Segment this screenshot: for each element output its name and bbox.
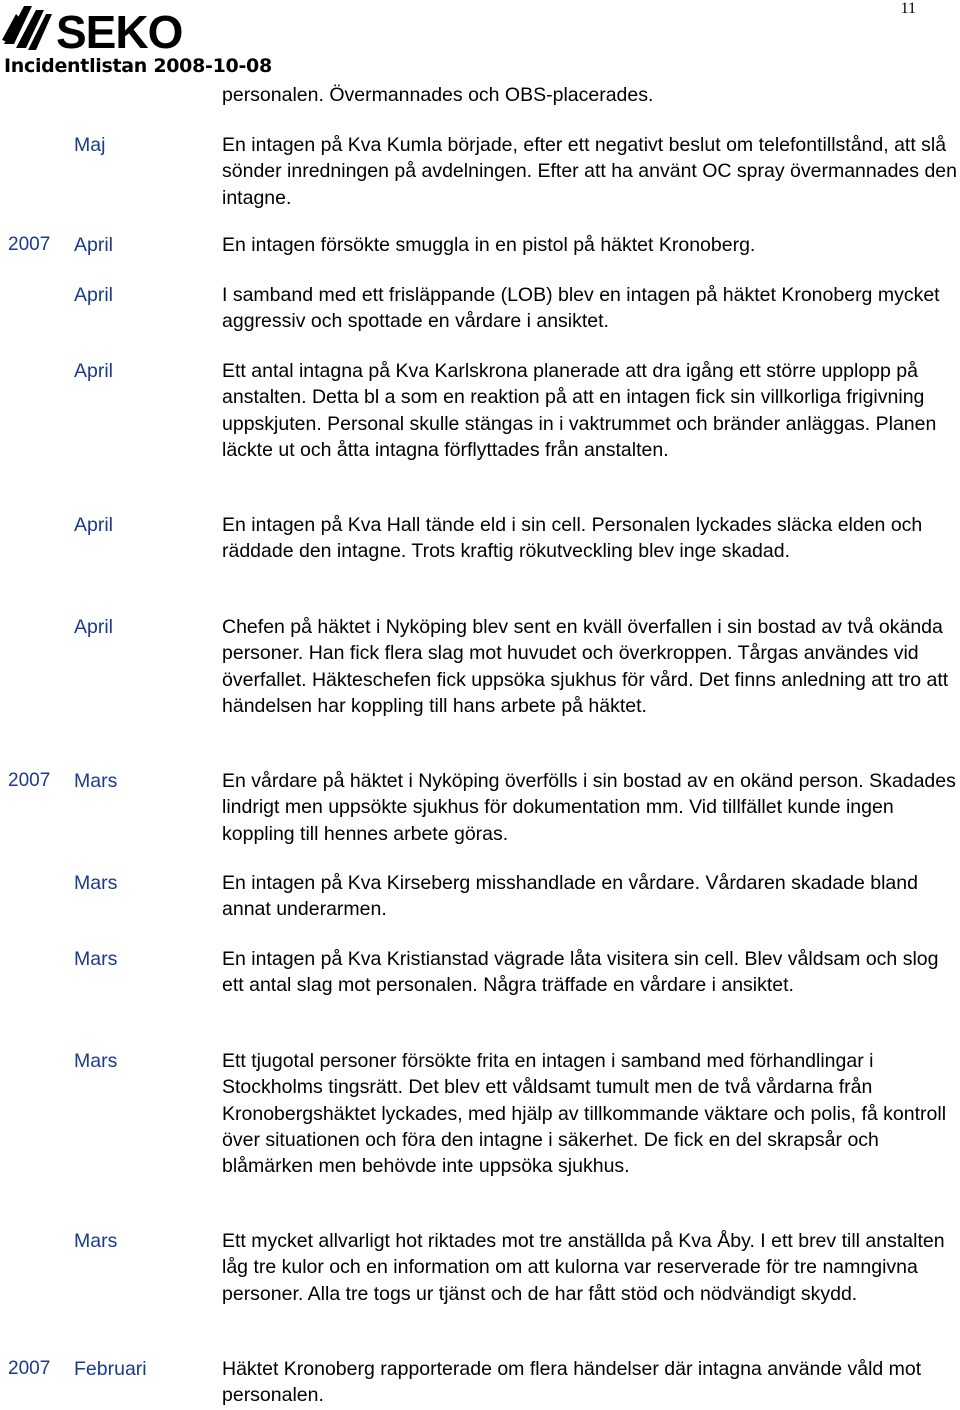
entry-month: Mars xyxy=(74,1230,118,1252)
incident-entry xyxy=(0,1356,960,1410)
entry-text: personalen. Övermannades och OBS-placerades. xyxy=(222,84,654,106)
document-subtitle: Incidentlistan 2008-10-08 xyxy=(4,55,272,77)
incident-entry xyxy=(0,82,960,132)
incident-entry xyxy=(0,358,960,512)
entry-text: I samband med ett frisläppande (LOB) blev en intagen på häktet Kronoberg mycket aggressiv och spottade en vårdare i ansiktet. xyxy=(222,284,940,333)
entry-text: En intagen på Kva Kumla började, efter ett negativt beslut om telefontillstånd, att slå sönder inredningen på avdelningen. Efter att ha använt OC spray övermannades den intagne. xyxy=(222,134,957,209)
entry-month: April xyxy=(74,234,114,256)
entry-year: 2007 xyxy=(8,1358,51,1379)
incident-entry xyxy=(0,512,960,614)
incident-entry xyxy=(0,282,960,358)
entry-month: Mars xyxy=(74,872,118,894)
entry-text: Ett mycket allvarligt hot riktades mot tre anställda på Kva Åby. I ett brev till anstalten låg tre kulor och en information om att kulorna var reserverade för tre namngivna personer. Alla tre togs ur tjänst och de har fått stöd och nödvändigt skydd. xyxy=(222,1230,945,1305)
incident-entry xyxy=(0,132,960,232)
entry-month: April xyxy=(74,284,114,306)
entry-month: Maj xyxy=(74,134,106,156)
incident-entry xyxy=(0,870,960,946)
incident-entry xyxy=(0,1228,960,1356)
entry-text: En intagen försökte smuggla in en pistol på häktet Kronoberg. xyxy=(222,234,756,256)
entry-month: Mars xyxy=(74,1050,118,1072)
entry-text: En intagen på Kva Kirseberg misshandlade en vårdare. Vårdaren skadade bland annat underarmen. xyxy=(222,872,918,921)
seko-logo xyxy=(2,0,192,56)
page-header xyxy=(0,0,960,82)
entry-text: Häktet Kronoberg rapporterade om flera händelser där intagna använde våld mot personalen. xyxy=(222,1358,922,1407)
entry-month: Februari xyxy=(74,1358,147,1380)
entry-text: En intagen på Kva Kristianstad vägrade låta visitera sin cell. Blev våldsam och slog ett antal slag mot personalen. Några träffade en vårdare i ansiktet. xyxy=(222,948,939,997)
entry-month: Mars xyxy=(74,948,118,970)
entry-month: April xyxy=(74,616,114,638)
entry-text: En intagen på Kva Hall tände eld i sin cell. Personalen lyckades släcka elden och räddade den intagne. Trots kraftig rökutveckling blev inge skadad. xyxy=(222,514,923,563)
seko-logo-graphic xyxy=(2,0,192,56)
incident-entry xyxy=(0,614,960,768)
incident-list xyxy=(0,82,960,1410)
incident-entry xyxy=(0,232,960,282)
incident-entry xyxy=(0,946,960,1048)
page-number: 11 xyxy=(900,0,916,17)
entry-text: Chefen på häktet i Nyköping blev sent en kväll överfallen i sin bostad av två okända personer. Han fick flera slag mot huvudet och överkroppen. Tårgas användes vid överfallet. Häkteschefen fick uppsöka sjukhus för vård. Det finns anledning att tro att händelsen har koppling till hans arbete på häktet. xyxy=(222,616,949,717)
brand-wordmark: SEKO xyxy=(56,6,183,56)
incident-entry xyxy=(0,768,960,870)
entry-month: Mars xyxy=(74,770,118,792)
entry-text: Ett tjugotal personer försökte frita en intagen i samband med förhandlingar i Stockholms tingsrätt. Det blev ett våldsamt tumult men de två vårdarna från Kronobergshäktet lyckades, med hjälp av tillkommande väktare och polis, få kontroll över situationen och föra den intagne i säkerhet. De fick en del skrapsår och blåmärken men behövde inte uppsöka sjukhus. xyxy=(222,1050,947,1178)
incident-entry xyxy=(0,1048,960,1228)
entry-month: April xyxy=(74,360,114,382)
entry-text: En vårdare på häktet i Nyköping överfölls i sin bostad av en okänd person. Skadades lindrigt men uppsökte sjukhus för dokumentation mm. Vid tillfället kunde ingen koppling till hennes arbete göras. xyxy=(222,770,956,845)
entry-year: 2007 xyxy=(8,234,51,255)
entry-year: 2007 xyxy=(8,770,51,791)
entry-month: April xyxy=(74,514,114,536)
entry-text: Ett antal intagna på Kva Karlskrona planerade att dra igång ett större upplopp på anstalten. Detta bl a som en reaktion på att en intagen fick sin villkorliga frigivning uppskjuten. Personal skulle stängas in i vaktrummet och bränder anläggas. Planen läckte ut och åtta intagna förflyttades från anstalten. xyxy=(222,360,937,461)
